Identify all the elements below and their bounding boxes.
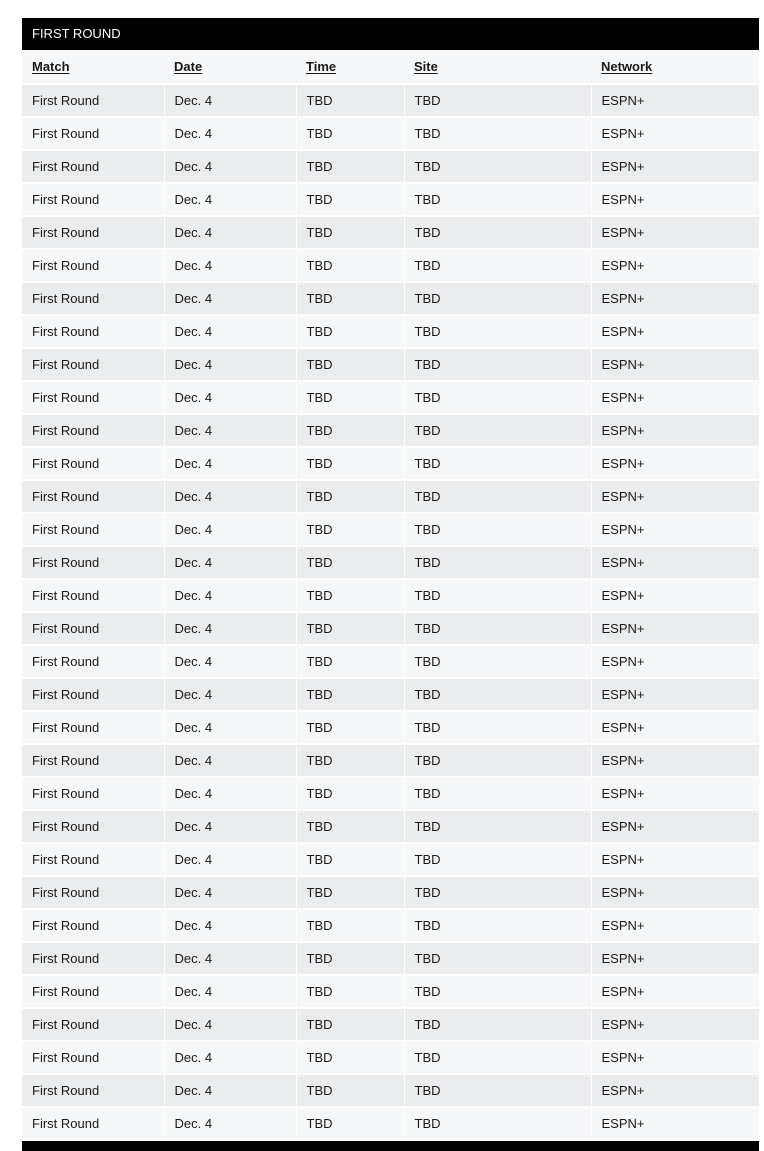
site-cell: TBD <box>404 909 591 942</box>
match-cell: First Round <box>22 777 164 810</box>
table-row <box>22 1008 759 1041</box>
network-cell: ESPN+ <box>591 183 759 216</box>
time-cell: TBD <box>296 216 404 249</box>
date-cell: Dec. 4 <box>164 744 296 777</box>
time-cell: TBD <box>296 1041 404 1074</box>
time-cell: TBD <box>296 843 404 876</box>
table-row <box>22 579 759 612</box>
network-cell: ESPN+ <box>591 414 759 447</box>
site-cell: TBD <box>404 348 591 381</box>
match-cell: First Round <box>22 1008 164 1041</box>
site-cell: TBD <box>404 843 591 876</box>
time-cell: TBD <box>296 975 404 1008</box>
table-row <box>22 216 759 249</box>
match-cell: First Round <box>22 150 164 183</box>
match-cell: First Round <box>22 84 164 117</box>
time-cell: TBD <box>296 150 404 183</box>
network-cell: ESPN+ <box>591 480 759 513</box>
table-row <box>22 678 759 711</box>
network-cell: ESPN+ <box>591 612 759 645</box>
date-cell: Dec. 4 <box>164 447 296 480</box>
date-cell: Dec. 4 <box>164 150 296 183</box>
table-row <box>22 183 759 216</box>
site-cell: TBD <box>404 612 591 645</box>
time-cell: TBD <box>296 1107 404 1140</box>
network-cell: ESPN+ <box>591 348 759 381</box>
table-row <box>22 1107 759 1140</box>
site-cell: TBD <box>404 117 591 150</box>
match-cell: First Round <box>22 975 164 1008</box>
date-cell: Dec. 4 <box>164 942 296 975</box>
table-row <box>22 414 759 447</box>
match-cell: First Round <box>22 645 164 678</box>
column-header-label[interactable]: Site <box>414 59 438 74</box>
site-cell: TBD <box>404 1008 591 1041</box>
match-cell: First Round <box>22 249 164 282</box>
network-cell: ESPN+ <box>591 282 759 315</box>
column-header-network[interactable] <box>591 50 759 84</box>
date-cell: Dec. 4 <box>164 975 296 1008</box>
time-cell: TBD <box>296 612 404 645</box>
site-cell: TBD <box>404 744 591 777</box>
network-cell: ESPN+ <box>591 678 759 711</box>
site-cell: TBD <box>404 1107 591 1140</box>
site-cell: TBD <box>404 546 591 579</box>
time-cell: TBD <box>296 414 404 447</box>
date-cell: Dec. 4 <box>164 381 296 414</box>
network-cell: ESPN+ <box>591 249 759 282</box>
date-cell: Dec. 4 <box>164 348 296 381</box>
site-cell: TBD <box>404 414 591 447</box>
time-cell: TBD <box>296 183 404 216</box>
table-body <box>22 84 759 1140</box>
column-header-label[interactable]: Network <box>601 59 653 74</box>
date-cell: Dec. 4 <box>164 645 296 678</box>
network-cell: ESPN+ <box>591 150 759 183</box>
time-cell: TBD <box>296 678 404 711</box>
match-cell: First Round <box>22 1041 164 1074</box>
network-cell: ESPN+ <box>591 777 759 810</box>
column-header-label[interactable]: Time <box>306 59 337 74</box>
match-cell: First Round <box>22 315 164 348</box>
network-cell: ESPN+ <box>591 447 759 480</box>
network-cell: ESPN+ <box>591 1107 759 1140</box>
date-cell: Dec. 4 <box>164 282 296 315</box>
time-cell: TBD <box>296 546 404 579</box>
site-cell: TBD <box>404 1074 591 1107</box>
table-row <box>22 348 759 381</box>
network-cell: ESPN+ <box>591 810 759 843</box>
date-cell: Dec. 4 <box>164 810 296 843</box>
site-cell: TBD <box>404 579 591 612</box>
date-cell: Dec. 4 <box>164 909 296 942</box>
date-cell: Dec. 4 <box>164 249 296 282</box>
table-row <box>22 315 759 348</box>
time-cell: TBD <box>296 348 404 381</box>
site-cell: TBD <box>404 381 591 414</box>
table-row <box>22 249 759 282</box>
table-row <box>22 744 759 777</box>
section-title: FIRST ROUND <box>22 18 759 50</box>
site-cell: TBD <box>404 876 591 909</box>
match-cell: First Round <box>22 711 164 744</box>
time-cell: TBD <box>296 645 404 678</box>
match-cell: First Round <box>22 546 164 579</box>
network-cell: ESPN+ <box>591 1008 759 1041</box>
column-header-match[interactable] <box>22 50 164 84</box>
date-cell: Dec. 4 <box>164 678 296 711</box>
time-cell: TBD <box>296 513 404 546</box>
network-cell: ESPN+ <box>591 216 759 249</box>
network-cell: ESPN+ <box>591 84 759 117</box>
schedule-table <box>22 50 759 1141</box>
match-cell: First Round <box>22 843 164 876</box>
time-cell: TBD <box>296 249 404 282</box>
site-cell: TBD <box>404 975 591 1008</box>
match-cell: First Round <box>22 381 164 414</box>
time-cell: TBD <box>296 876 404 909</box>
time-cell: TBD <box>296 315 404 348</box>
date-cell: Dec. 4 <box>164 513 296 546</box>
match-cell: First Round <box>22 282 164 315</box>
network-cell: ESPN+ <box>591 645 759 678</box>
column-header-site[interactable] <box>404 50 591 84</box>
network-cell: ESPN+ <box>591 711 759 744</box>
site-cell: TBD <box>404 282 591 315</box>
network-cell: ESPN+ <box>591 117 759 150</box>
time-cell: TBD <box>296 810 404 843</box>
date-cell: Dec. 4 <box>164 414 296 447</box>
date-cell: Dec. 4 <box>164 216 296 249</box>
site-cell: TBD <box>404 810 591 843</box>
time-cell: TBD <box>296 711 404 744</box>
time-cell: TBD <box>296 744 404 777</box>
match-cell: First Round <box>22 579 164 612</box>
time-cell: TBD <box>296 1008 404 1041</box>
network-cell: ESPN+ <box>591 546 759 579</box>
table-row <box>22 843 759 876</box>
match-cell: First Round <box>22 348 164 381</box>
network-cell: ESPN+ <box>591 1041 759 1074</box>
column-header-date[interactable] <box>164 50 296 84</box>
date-cell: Dec. 4 <box>164 480 296 513</box>
site-cell: TBD <box>404 711 591 744</box>
table-row <box>22 909 759 942</box>
network-cell: ESPN+ <box>591 909 759 942</box>
site-cell: TBD <box>404 249 591 282</box>
network-cell: ESPN+ <box>591 942 759 975</box>
site-cell: TBD <box>404 513 591 546</box>
table-row <box>22 876 759 909</box>
match-cell: First Round <box>22 447 164 480</box>
date-cell: Dec. 4 <box>164 117 296 150</box>
network-cell: ESPN+ <box>591 975 759 1008</box>
match-cell: First Round <box>22 744 164 777</box>
site-cell: TBD <box>404 678 591 711</box>
date-cell: Dec. 4 <box>164 711 296 744</box>
date-cell: Dec. 4 <box>164 84 296 117</box>
network-cell: ESPN+ <box>591 744 759 777</box>
table-row <box>22 117 759 150</box>
match-cell: First Round <box>22 678 164 711</box>
match-cell: First Round <box>22 480 164 513</box>
date-cell: Dec. 4 <box>164 1041 296 1074</box>
network-cell: ESPN+ <box>591 315 759 348</box>
table-row <box>22 150 759 183</box>
network-cell: ESPN+ <box>591 513 759 546</box>
network-cell: ESPN+ <box>591 579 759 612</box>
time-cell: TBD <box>296 1074 404 1107</box>
match-cell: First Round <box>22 183 164 216</box>
time-cell: TBD <box>296 942 404 975</box>
table-header <box>22 50 759 84</box>
site-cell: TBD <box>404 480 591 513</box>
date-cell: Dec. 4 <box>164 612 296 645</box>
site-cell: TBD <box>404 84 591 117</box>
date-cell: Dec. 4 <box>164 1107 296 1140</box>
date-cell: Dec. 4 <box>164 579 296 612</box>
match-cell: First Round <box>22 810 164 843</box>
site-cell: TBD <box>404 315 591 348</box>
date-cell: Dec. 4 <box>164 1074 296 1107</box>
date-cell: Dec. 4 <box>164 843 296 876</box>
table-row <box>22 1041 759 1074</box>
match-cell: First Round <box>22 117 164 150</box>
date-cell: Dec. 4 <box>164 876 296 909</box>
site-cell: TBD <box>404 1041 591 1074</box>
table-row <box>22 513 759 546</box>
site-cell: TBD <box>404 777 591 810</box>
table-row <box>22 975 759 1008</box>
table-row <box>22 381 759 414</box>
network-cell: ESPN+ <box>591 876 759 909</box>
time-cell: TBD <box>296 777 404 810</box>
network-cell: ESPN+ <box>591 843 759 876</box>
match-cell: First Round <box>22 612 164 645</box>
match-cell: First Round <box>22 216 164 249</box>
network-cell: ESPN+ <box>591 381 759 414</box>
time-cell: TBD <box>296 117 404 150</box>
time-cell: TBD <box>296 84 404 117</box>
column-header-label[interactable]: Match <box>32 59 70 74</box>
match-cell: First Round <box>22 942 164 975</box>
table-row <box>22 612 759 645</box>
site-cell: TBD <box>404 645 591 678</box>
site-cell: TBD <box>404 150 591 183</box>
header-row <box>22 50 759 84</box>
table-row <box>22 84 759 117</box>
site-cell: TBD <box>404 183 591 216</box>
match-cell: First Round <box>22 1107 164 1140</box>
site-cell: TBD <box>404 447 591 480</box>
match-cell: First Round <box>22 909 164 942</box>
column-header-time[interactable] <box>296 50 404 84</box>
time-cell: TBD <box>296 447 404 480</box>
date-cell: Dec. 4 <box>164 315 296 348</box>
date-cell: Dec. 4 <box>164 777 296 810</box>
table-row <box>22 1074 759 1107</box>
table-row <box>22 645 759 678</box>
time-cell: TBD <box>296 381 404 414</box>
time-cell: TBD <box>296 282 404 315</box>
table-row <box>22 447 759 480</box>
schedule-table-container <box>22 18 759 1151</box>
table-row <box>22 942 759 975</box>
date-cell: Dec. 4 <box>164 183 296 216</box>
match-cell: First Round <box>22 414 164 447</box>
time-cell: TBD <box>296 579 404 612</box>
table-row <box>22 777 759 810</box>
table-row <box>22 546 759 579</box>
time-cell: TBD <box>296 909 404 942</box>
site-cell: TBD <box>404 216 591 249</box>
network-cell: ESPN+ <box>591 1074 759 1107</box>
date-cell: Dec. 4 <box>164 546 296 579</box>
table-row <box>22 711 759 744</box>
match-cell: First Round <box>22 876 164 909</box>
match-cell: First Round <box>22 1074 164 1107</box>
table-row <box>22 810 759 843</box>
match-cell: First Round <box>22 513 164 546</box>
site-cell: TBD <box>404 942 591 975</box>
table-row <box>22 282 759 315</box>
date-cell: Dec. 4 <box>164 1008 296 1041</box>
table-footer-bar <box>22 1141 759 1151</box>
column-header-label[interactable]: Date <box>174 59 203 74</box>
table-row <box>22 480 759 513</box>
time-cell: TBD <box>296 480 404 513</box>
